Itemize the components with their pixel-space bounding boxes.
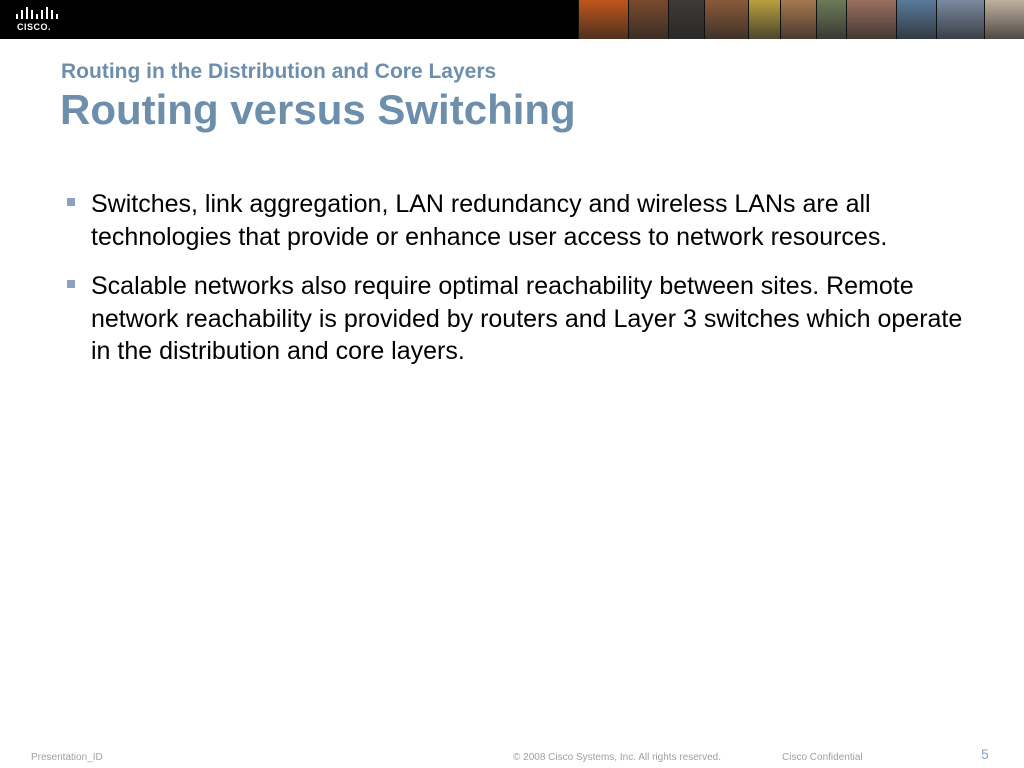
photo-woman-portrait: [628, 0, 668, 39]
footer-copyright: © 2008 Cisco Systems, Inc. All rights reserved.: [513, 752, 722, 763]
photo-yellow-texture: [748, 0, 780, 39]
footer-confidential: Cisco Confidential: [782, 752, 863, 763]
photo-asian-woman: [846, 0, 896, 39]
bullet-item: [66, 188, 966, 253]
photo-orange-abstract: [578, 0, 628, 39]
cisco-logo: [14, 6, 58, 34]
photo-green-texture: [816, 0, 846, 39]
bullet-text: Scalable networks also require optimal reachability between sites. Remote network reachability is provided by routers and Layer 3 switches which operate in the distribution and core layers.: [91, 272, 963, 365]
page-number: 5: [981, 746, 989, 762]
photo-man-blue: [936, 0, 984, 39]
bullet-item: [66, 270, 966, 368]
bullet-text: Switches, link aggregation, LAN redundancy and wireless LANs are all technologies that provide or enhance user access to network resources.: [91, 190, 888, 251]
slide-title: Routing versus Switching: [60, 86, 576, 133]
header-banner: [0, 0, 1024, 39]
photo-smiling-man: [704, 0, 748, 39]
photo-man-suit: [668, 0, 704, 39]
photo-strip: [578, 0, 1024, 39]
cisco-bars-icon: [14, 6, 58, 22]
photo-woman-smiling: [780, 0, 816, 39]
slide-subtitle: Routing in the Distribution and Core Layers: [61, 60, 497, 83]
cisco-logo-text: CISCO.: [17, 22, 52, 32]
photo-man-cap: [984, 0, 1024, 39]
footer-presentation-id: Presentation_ID: [31, 752, 103, 763]
bullet-square-icon: [67, 280, 75, 288]
bullet-square-icon: [67, 198, 75, 206]
bullet-list: [66, 188, 966, 385]
photo-blue-abstract: [896, 0, 936, 39]
